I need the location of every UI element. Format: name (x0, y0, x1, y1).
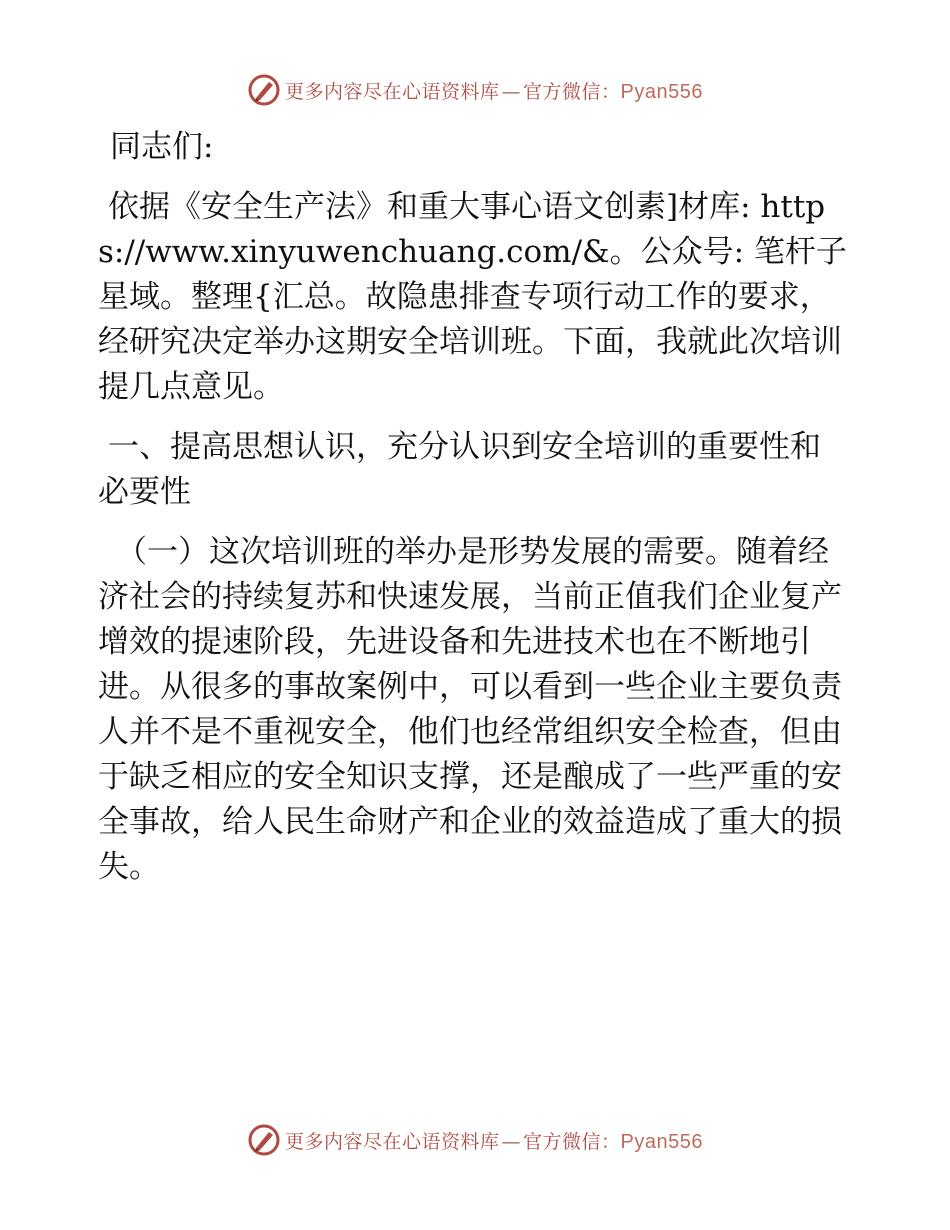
watermark-wechat-label: 官方微信： (523, 1130, 621, 1153)
section-heading-1: 一、提高思想认识，充分认识到安全培训的重要性和必要性 (98, 429, 821, 510)
watermark-brand: 更多内容尽在心语资料库 (285, 1130, 500, 1153)
watermark-banner-top (0, 70, 950, 110)
document-body (98, 125, 850, 905)
intro-paragraph: 依据《安全生产法》和重大事心语文创素]材库: https://www.xinyuwenchuang.com/&。公众号: 笔杆子星域。整理{汇总。故隐患排查专项行动工作的要求，经研究决定举办这期安全培训班。下面，我就此次培训提几点意见。 (98, 189, 847, 405)
pen-logo-icon (247, 1123, 281, 1157)
watermark-separator: — (501, 1130, 522, 1153)
watermark-wechat-id: Pyan556 (620, 80, 703, 103)
pen-logo-icon (247, 73, 281, 107)
watermark-separator: — (501, 80, 522, 103)
subsection-paragraph-1: （一）这次培训班的举办是形势发展的需要。随着经济社会的持续复苏和快速发展，当前正值我们企业复产增效的提速阶段，先进设备和先进技术也在不断地引进。从很多的事故案例中，可以看到一些企业主要负责人并不是不重视安全，他们也经常组织安全检查，但由于缺乏相应的安全知识支撑，还是酿成了一些严重的安全事故，给人民生命财产和企业的效益造成了重大的损失。 (98, 534, 842, 885)
watermark-wechat-label: 官方微信： (523, 80, 621, 103)
greeting: 同志们: (110, 129, 214, 165)
watermark-wechat-id: Pyan556 (620, 1130, 703, 1153)
watermark-text (285, 1127, 703, 1154)
watermark-banner-bottom (0, 1120, 950, 1160)
watermark-brand: 更多内容尽在心语资料库 (285, 80, 500, 103)
watermark-text (285, 77, 703, 104)
